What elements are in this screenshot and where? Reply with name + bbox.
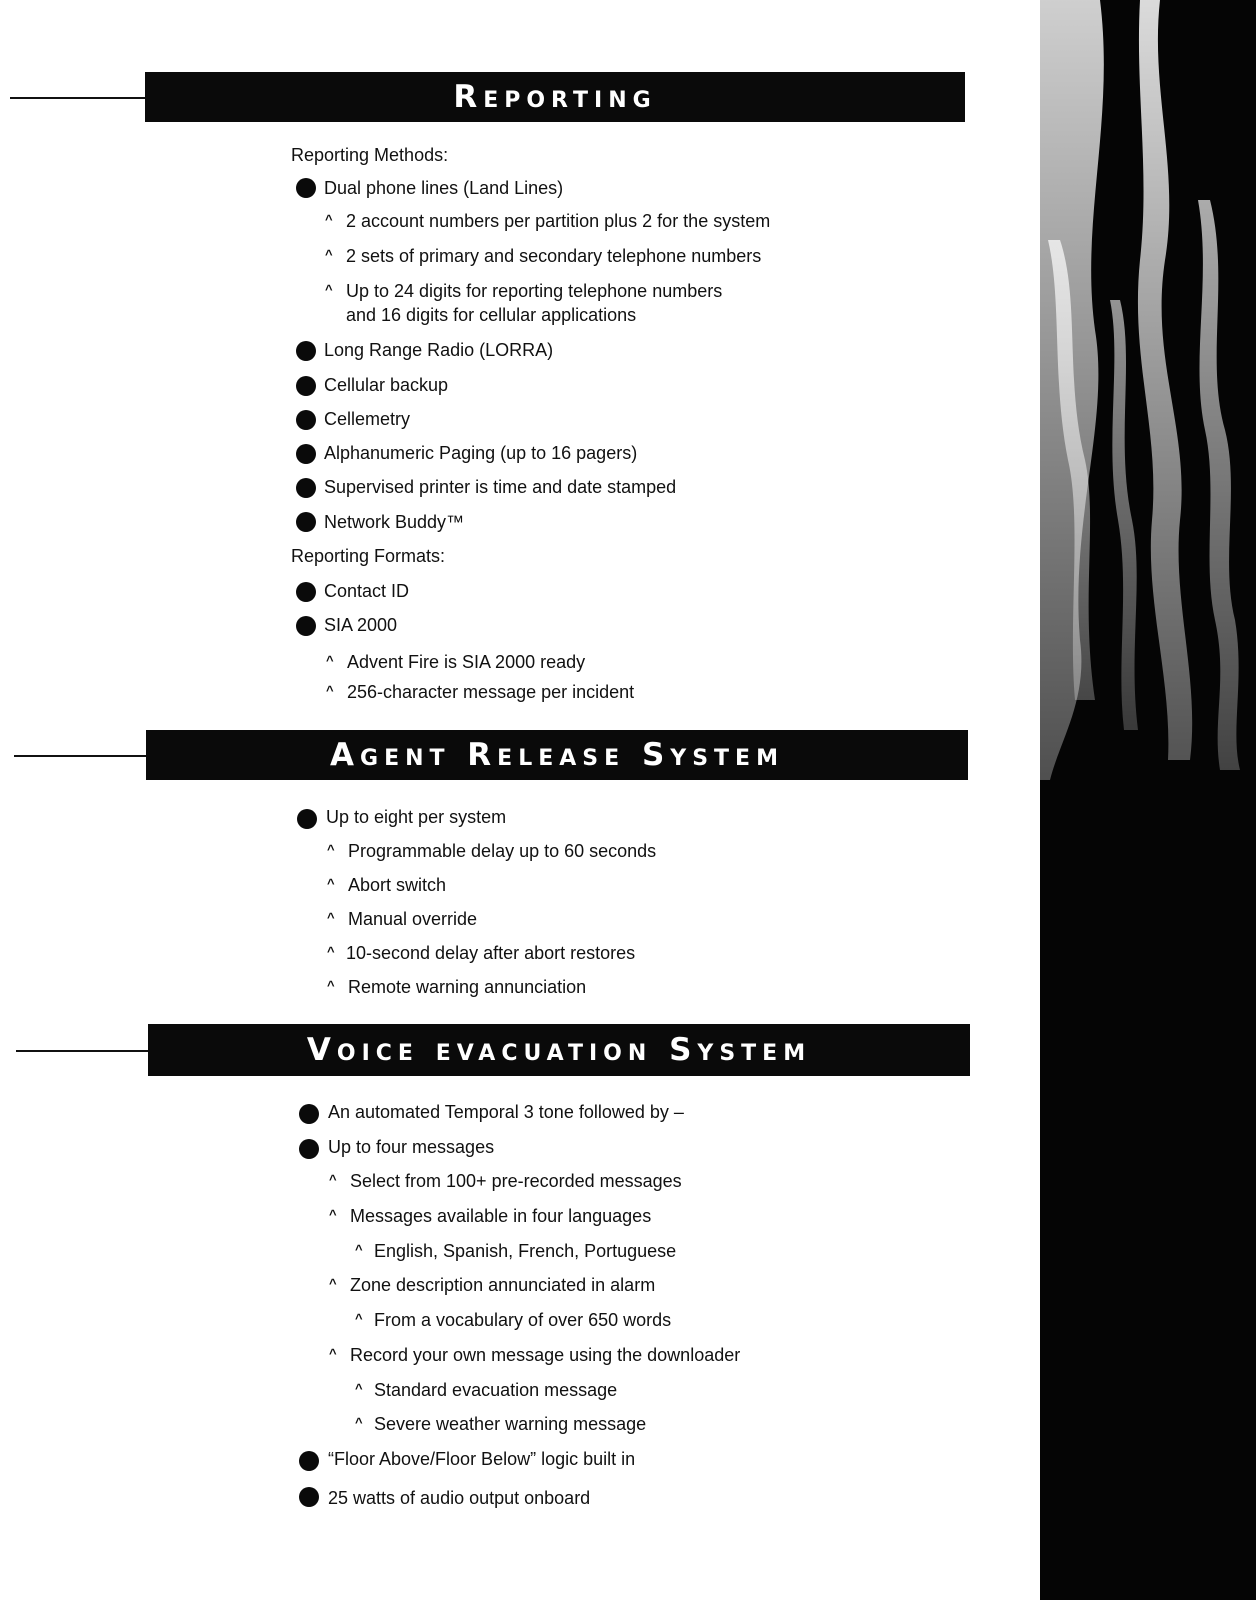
section-header-agent-release: Agent Release System — [146, 730, 968, 780]
list-item: Up to four messages — [328, 1137, 495, 1157]
list-item: Cellular backup — [324, 375, 449, 395]
list-subitem: Manual override — [348, 909, 478, 929]
bullet-icon — [299, 1451, 319, 1471]
sub-bullet-icon: ^ — [355, 1242, 363, 1257]
list-subitem-continuation: and 16 digits for cellular applications — [346, 305, 637, 325]
list-subitem: Advent Fire is SIA 2000 ready — [347, 652, 586, 672]
bullet-icon — [296, 582, 316, 602]
sub-bullet-icon: ^ — [326, 653, 334, 668]
bullet-icon — [296, 410, 316, 430]
bullet-icon — [296, 478, 316, 498]
section-rule — [16, 1050, 148, 1052]
list-subitem: Programmable delay up to 60 seconds — [348, 841, 657, 861]
sub-bullet-icon: ^ — [325, 247, 333, 262]
list-item: Network Buddy™ — [324, 512, 465, 532]
bullet-icon — [296, 341, 316, 361]
list-item: Dual phone lines (Land Lines) — [324, 178, 564, 198]
list-subsubitem: Severe weather warning message — [374, 1414, 647, 1434]
bullet-icon — [299, 1104, 319, 1124]
list-item: Contact ID — [324, 581, 410, 601]
list-item: An automated Temporal 3 tone followed by – — [328, 1102, 684, 1122]
bullet-icon — [296, 616, 316, 636]
list-item: Cellemetry — [324, 409, 411, 429]
sub-bullet-icon: ^ — [355, 1415, 363, 1430]
bullet-icon — [297, 809, 317, 829]
sub-bullet-icon: ^ — [329, 1346, 337, 1361]
list-subitem: Select from 100+ pre-recorded messages — [350, 1171, 682, 1191]
list-subsubitem: Standard evacuation message — [374, 1380, 618, 1400]
list-subsubitem: English, Spanish, French, Portuguese — [374, 1241, 677, 1261]
bullet-icon — [299, 1487, 319, 1507]
section-rule — [10, 97, 145, 99]
sub-bullet-icon: ^ — [327, 910, 335, 925]
list-subitem: Messages available in four languages — [350, 1206, 652, 1226]
list-item: SIA 2000 — [324, 615, 398, 635]
sub-bullet-icon: ^ — [327, 978, 335, 993]
list-subitem: Up to 24 digits for reporting telephone numbers — [346, 281, 723, 301]
flame-photo-strip — [1040, 0, 1256, 1600]
sub-bullet-icon: ^ — [325, 282, 333, 297]
list-subitem: 2 sets of primary and secondary telephone numbers — [346, 246, 762, 266]
bullet-icon — [296, 178, 316, 198]
sub-bullet-icon: ^ — [327, 842, 335, 857]
list-subitem: Remote warning annunciation — [348, 977, 587, 997]
list-item: Up to eight per system — [326, 807, 507, 827]
list-subitem: Record your own message using the downloader — [350, 1345, 741, 1365]
section-rule — [14, 755, 146, 757]
sub-bullet-icon: ^ — [329, 1172, 337, 1187]
list-item: Long Range Radio (LORRA) — [324, 340, 554, 360]
reporting-methods-label: Reporting Methods: — [291, 145, 449, 165]
list-subitem: 256-character message per incident — [347, 682, 635, 702]
list-subitem: Zone description annunciated in alarm — [350, 1275, 656, 1295]
bullet-icon — [299, 1139, 319, 1159]
list-item: Supervised printer is time and date stamped — [324, 477, 677, 497]
bullet-icon — [296, 376, 316, 396]
list-subitem: 10-second delay after abort restores — [346, 943, 636, 963]
section-header-voice-evacuation: Voice evacuation System — [148, 1024, 970, 1076]
reporting-formats-label: Reporting Formats: — [291, 546, 446, 566]
list-subitem: 2 account numbers per partition plus 2 for the system — [346, 211, 771, 231]
sub-bullet-icon: ^ — [325, 212, 333, 227]
section-header-reporting: Reporting — [145, 72, 965, 122]
list-item: Alphanumeric Paging (up to 16 pagers) — [324, 443, 638, 463]
sub-bullet-icon: ^ — [329, 1207, 337, 1222]
list-subitem: Abort switch — [348, 875, 447, 895]
sub-bullet-icon: ^ — [355, 1311, 363, 1326]
bullet-icon — [296, 512, 316, 532]
list-subsubitem: From a vocabulary of over 650 words — [374, 1310, 672, 1330]
sub-bullet-icon: ^ — [327, 876, 335, 891]
list-item: “Floor Above/Floor Below” logic built in — [328, 1449, 636, 1469]
sub-bullet-icon: ^ — [326, 683, 334, 698]
sub-bullet-icon: ^ — [329, 1276, 337, 1291]
list-item: 25 watts of audio output onboard — [328, 1488, 591, 1508]
sub-bullet-icon: ^ — [355, 1381, 363, 1396]
sub-bullet-icon: ^ — [327, 944, 335, 959]
bullet-icon — [296, 444, 316, 464]
